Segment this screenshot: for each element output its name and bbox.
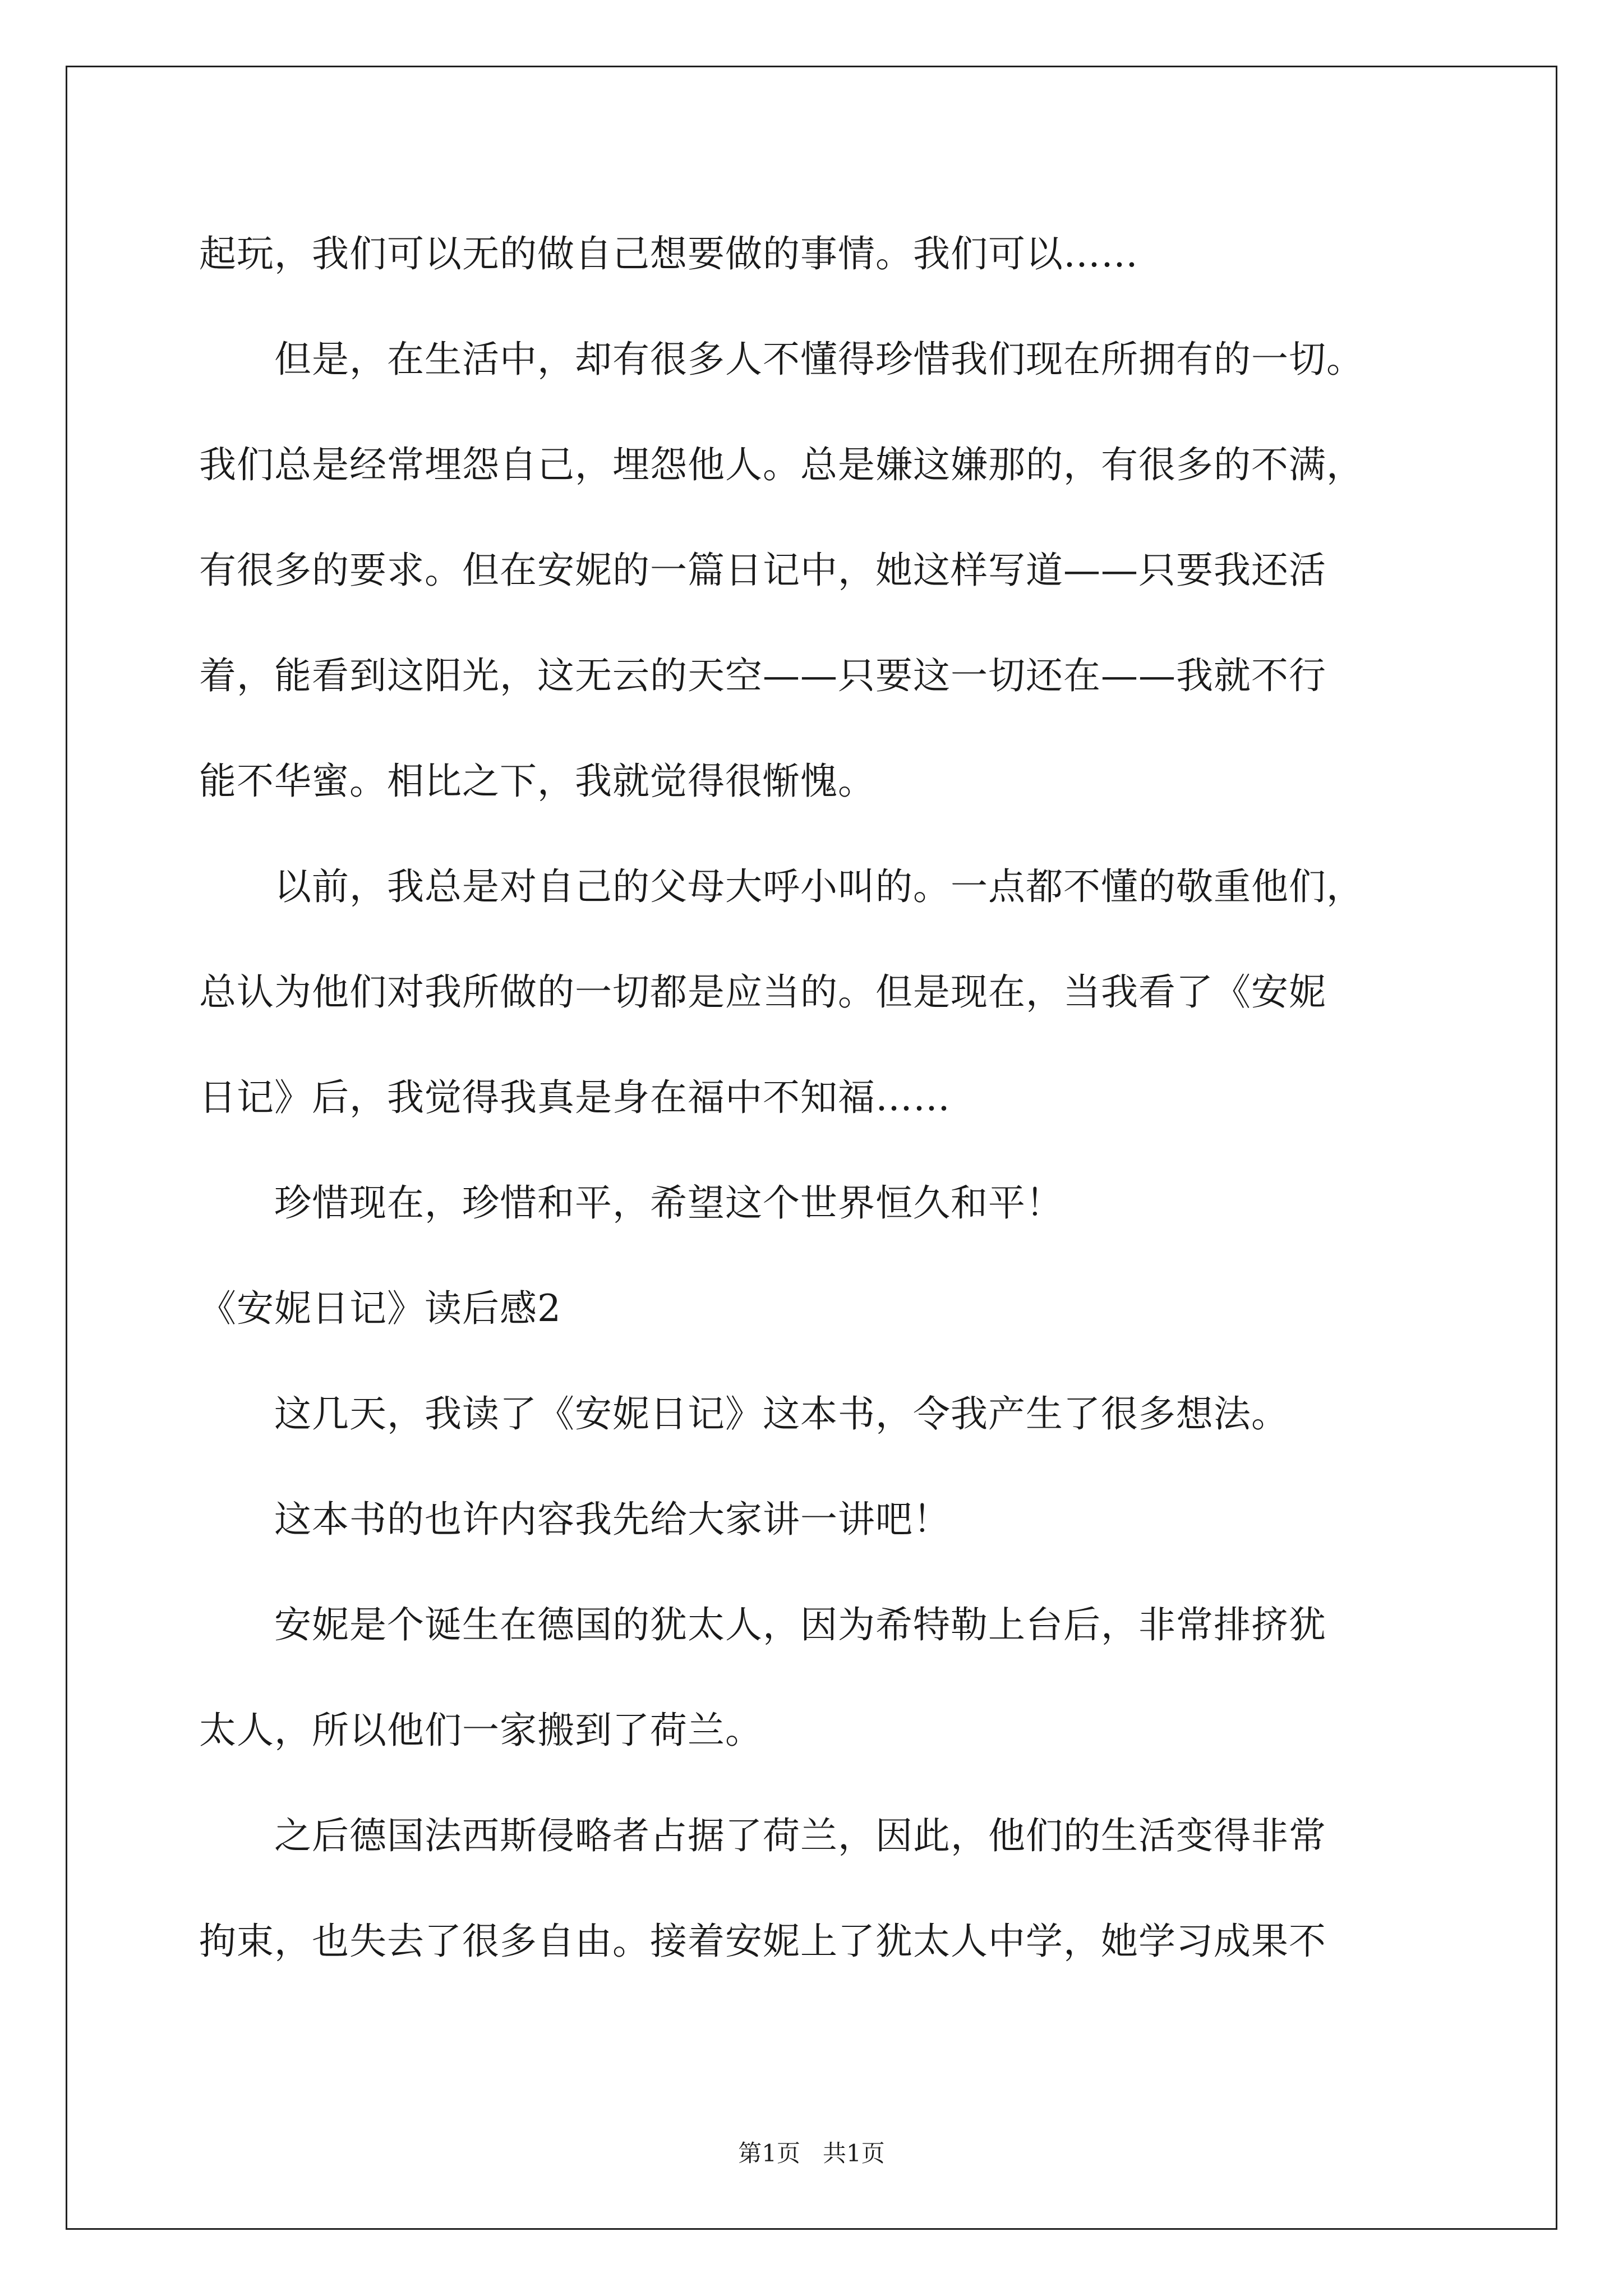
text-line: 着，能看到这阳光，这无云的天空——只要这一切还在——我就不行 — [199, 654, 1326, 697]
text-line: 总认为他们对我所做的一切都是应当的。但是现在，当我看了《安妮 — [199, 970, 1326, 1014]
text-line: 安妮是个诞生在德国的犹太人，因为希特勒上台后，非常排挤犹 — [199, 1603, 1326, 1646]
text-line: 起玩，我们可以无的做自己想要做的事情。我们可以…… — [199, 232, 1138, 275]
text-line: 这本书的也许内容我先给大家讲一讲吧！ — [199, 1498, 951, 1541]
section-heading: 《安妮日记》读后感2 — [199, 1287, 561, 1330]
text-line: 能不华蜜。相比之下，我就觉得很惭愧。 — [199, 760, 875, 803]
text-line: 拘束，也失去了很多自由。接着安妮上了犹太人中学，她学习成果不 — [199, 1920, 1326, 1963]
text-line: 我们总是经常埋怨自己，埋怨他人。总是嫌这嫌那的，有很多的不满， — [199, 443, 1364, 486]
text-line: 但是，在生活中，却有很多人不懂得珍惜我们现在所拥有的一切。 — [199, 338, 1364, 381]
text-line: 以前，我总是对自己的父母大呼小叫的。一点都不懂的敬重他们， — [199, 865, 1364, 908]
text-line: 太人，所以他们一家搬到了荷兰。 — [199, 1709, 763, 1752]
text-line: 日记》后，我觉得我真是身在福中不知福…… — [199, 1076, 951, 1119]
text-line: 珍惜现在，珍惜和平，希望这个世界恒久和平！ — [199, 1181, 1063, 1225]
page-footer: 第1页 共1页 — [738, 2139, 885, 2167]
text-line: 这几天，我读了《安妮日记》这本书，令我产生了很多想法。 — [199, 1392, 1289, 1435]
text-line: 有很多的要求。但在安妮的一篇日记中，她这样写道——只要我还活 — [199, 549, 1326, 592]
text-line: 之后德国法西斯侵略者占据了荷兰，因此，他们的生活变得非常 — [199, 1814, 1326, 1857]
page-frame — [66, 66, 1557, 2230]
